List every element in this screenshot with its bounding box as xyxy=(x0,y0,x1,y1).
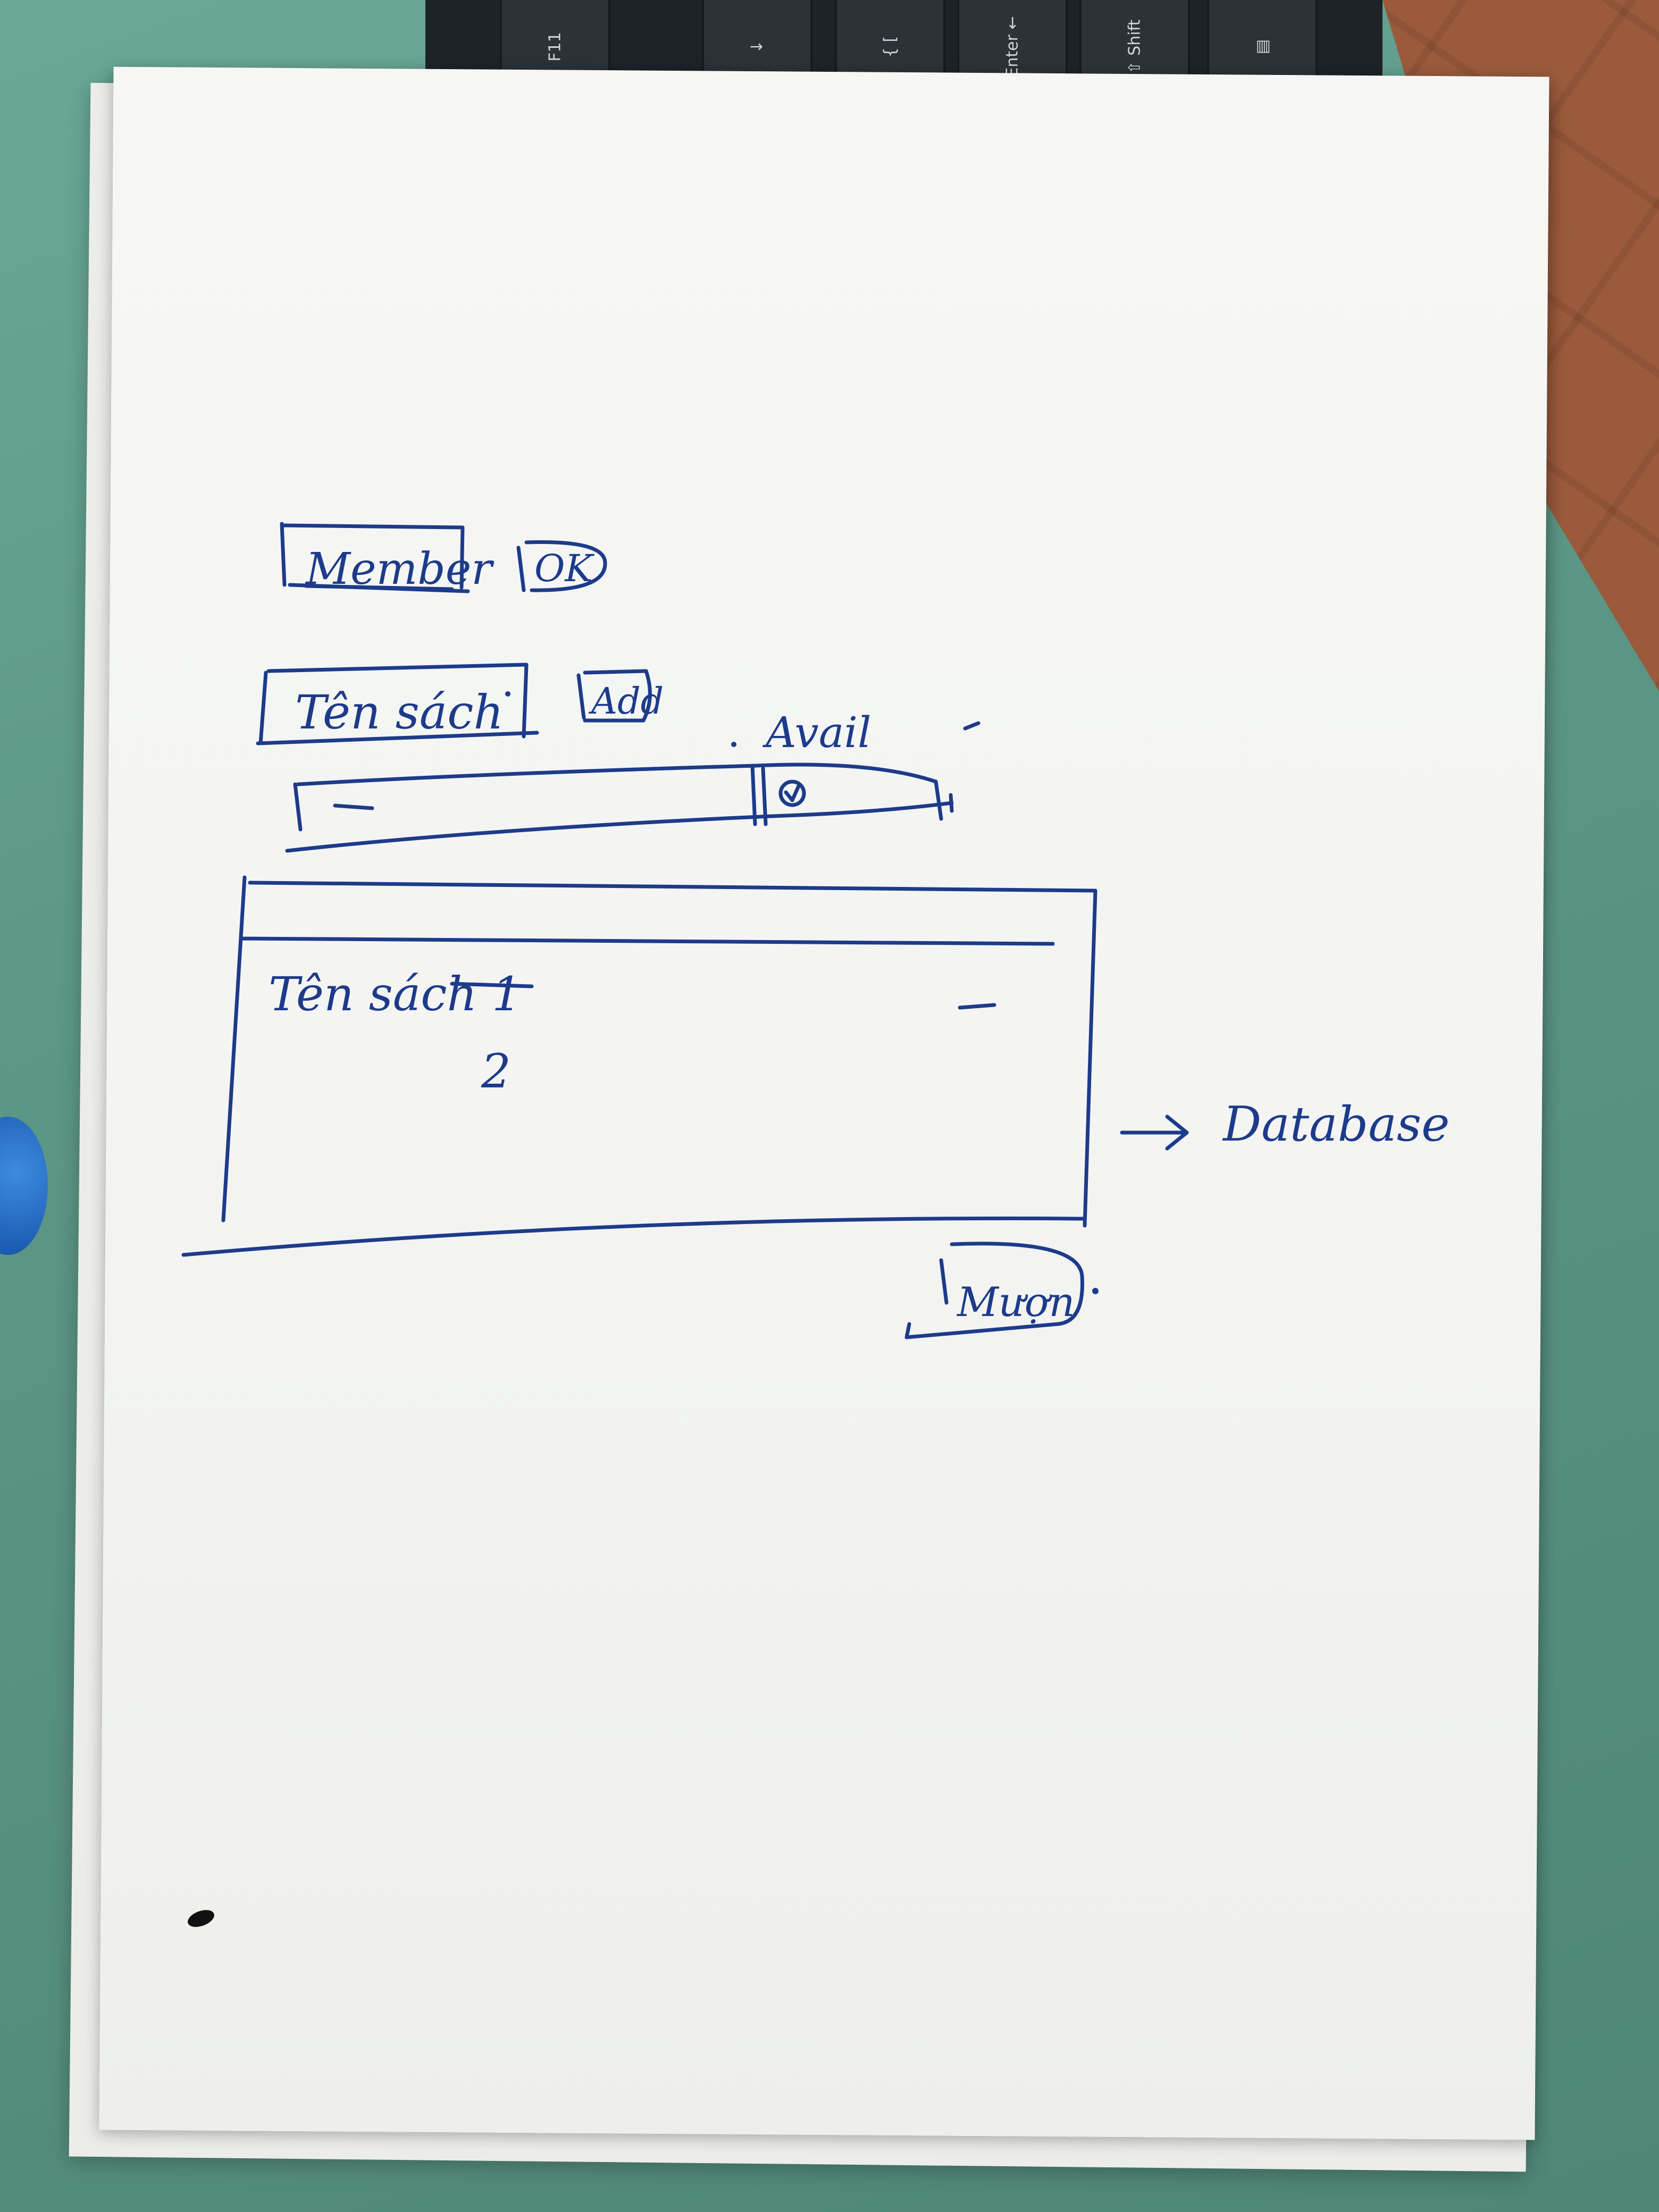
ink-blot xyxy=(186,1907,216,1930)
book-name-label: Tên sách xyxy=(295,685,504,740)
borrow-label: Mượn xyxy=(957,1278,1075,1326)
available-label: Avail xyxy=(766,708,872,757)
search-bar xyxy=(287,765,952,851)
ok-button xyxy=(518,542,605,591)
member-input xyxy=(282,524,495,594)
arrow-right-icon xyxy=(1122,1117,1187,1149)
keyboard-key-label: { [ xyxy=(881,36,900,57)
keyboard-key-label: Enter ← xyxy=(1003,15,1022,78)
ok-label: OK xyxy=(534,547,593,590)
keyboard-key-label: ⇧ Shift xyxy=(1125,19,1144,74)
book-name-input xyxy=(258,665,537,743)
book-table xyxy=(183,877,1095,1255)
keyboard-key-label: ▤ xyxy=(1253,39,1272,54)
database-label: Database xyxy=(1223,1096,1450,1152)
table-row-2: 2 xyxy=(481,1044,511,1099)
available-label-group xyxy=(731,708,978,757)
keyboard-key-label: ↓ xyxy=(748,39,767,54)
keyboard-key-label: F11 xyxy=(546,31,565,62)
member-label: Member xyxy=(306,544,492,594)
add-button xyxy=(579,671,664,723)
database-annotation xyxy=(1122,1096,1449,1152)
add-label: Add xyxy=(591,681,664,723)
table-row-1: Tên sách 1 xyxy=(269,967,522,1021)
borrow-button xyxy=(907,1244,1099,1337)
